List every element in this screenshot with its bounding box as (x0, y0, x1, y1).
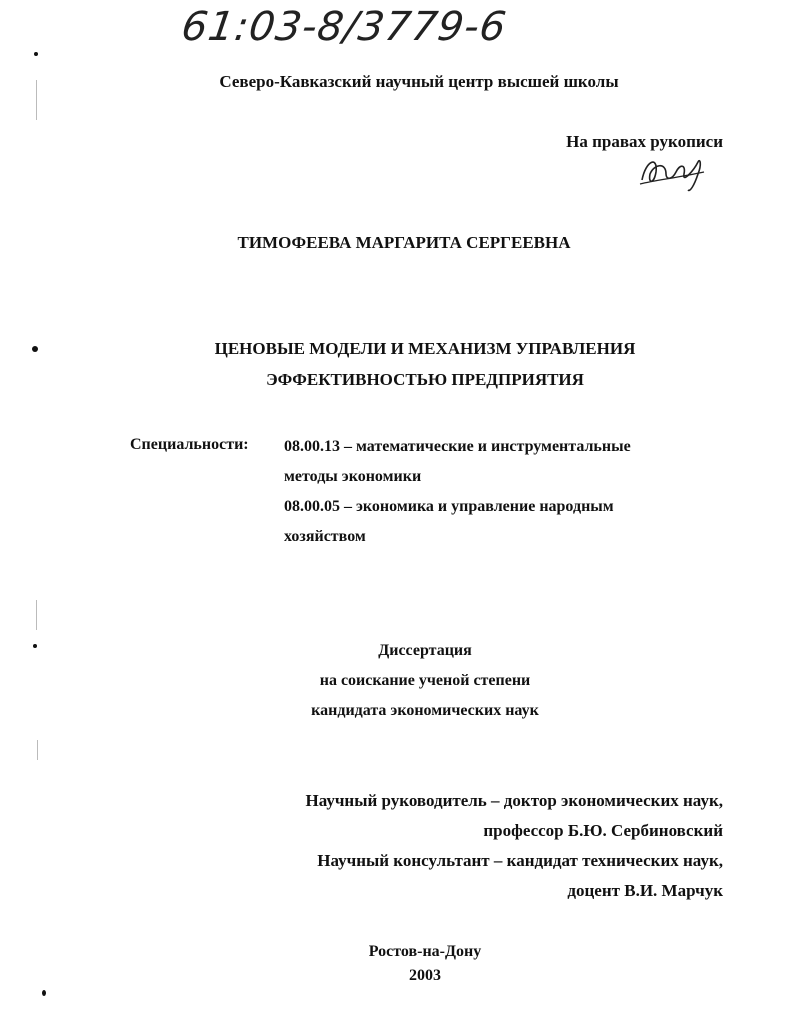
organization-name: Северо-Кавказский научный центр высшей школы (219, 72, 619, 91)
title-line-2: ЭФФЕКТИВНОСТЬЮ ПРЕДПРИЯТИЯ (266, 370, 584, 389)
degree-line: Диссертация (378, 642, 472, 659)
title-line-1: ЦЕНОВЫЕ МОДЕЛИ И МЕХАНИЗМ УПРАВЛЕНИЯ (214, 339, 636, 358)
archive-code: 61:03-8/3779-6 (178, 4, 510, 50)
specialties-label: Специальности: (130, 436, 249, 453)
degree-line: кандидата экономических наук (311, 702, 539, 719)
dissertation-title (140, 333, 710, 395)
scan-dot (33, 644, 37, 648)
supervisor-line: Научный руководитель – доктор экономических наук, (305, 791, 723, 810)
specialty-line: хозяйством (284, 528, 366, 545)
specialty-line: 08.00.05 – экономика и управление народным (284, 498, 614, 515)
consultant-line: доцент В.И. Марчук (567, 881, 723, 900)
degree-line: на соискание ученой степени (319, 672, 531, 689)
scan-line (37, 740, 38, 760)
rights-note: На правах рукописи (566, 132, 723, 151)
specialty-line: методы экономики (284, 468, 422, 485)
supervisor-line: профессор Б.Ю. Сербиновский (483, 821, 723, 840)
scan-line (36, 80, 37, 120)
specialty-item (284, 492, 670, 552)
consultant-line: Научный консультант – кандидат технических наук, (317, 851, 723, 870)
signature-image (636, 150, 708, 194)
specialty-line: 08.00.13 – математические и инструментальные (284, 438, 631, 455)
place-year (300, 940, 550, 988)
specialty-item (284, 432, 670, 492)
supervisors-block (305, 786, 723, 906)
scan-line (36, 600, 37, 630)
dissertation-degree (240, 636, 610, 726)
scan-dot (32, 346, 38, 352)
scan-dot (42, 990, 46, 996)
year: 2003 (409, 967, 441, 984)
city: Ростов-на-Дону (368, 943, 482, 960)
author-name: ТИМОФЕЕВА МАРГАРИТА СЕРГЕЕВНА (237, 233, 571, 252)
scan-dot (34, 52, 38, 56)
